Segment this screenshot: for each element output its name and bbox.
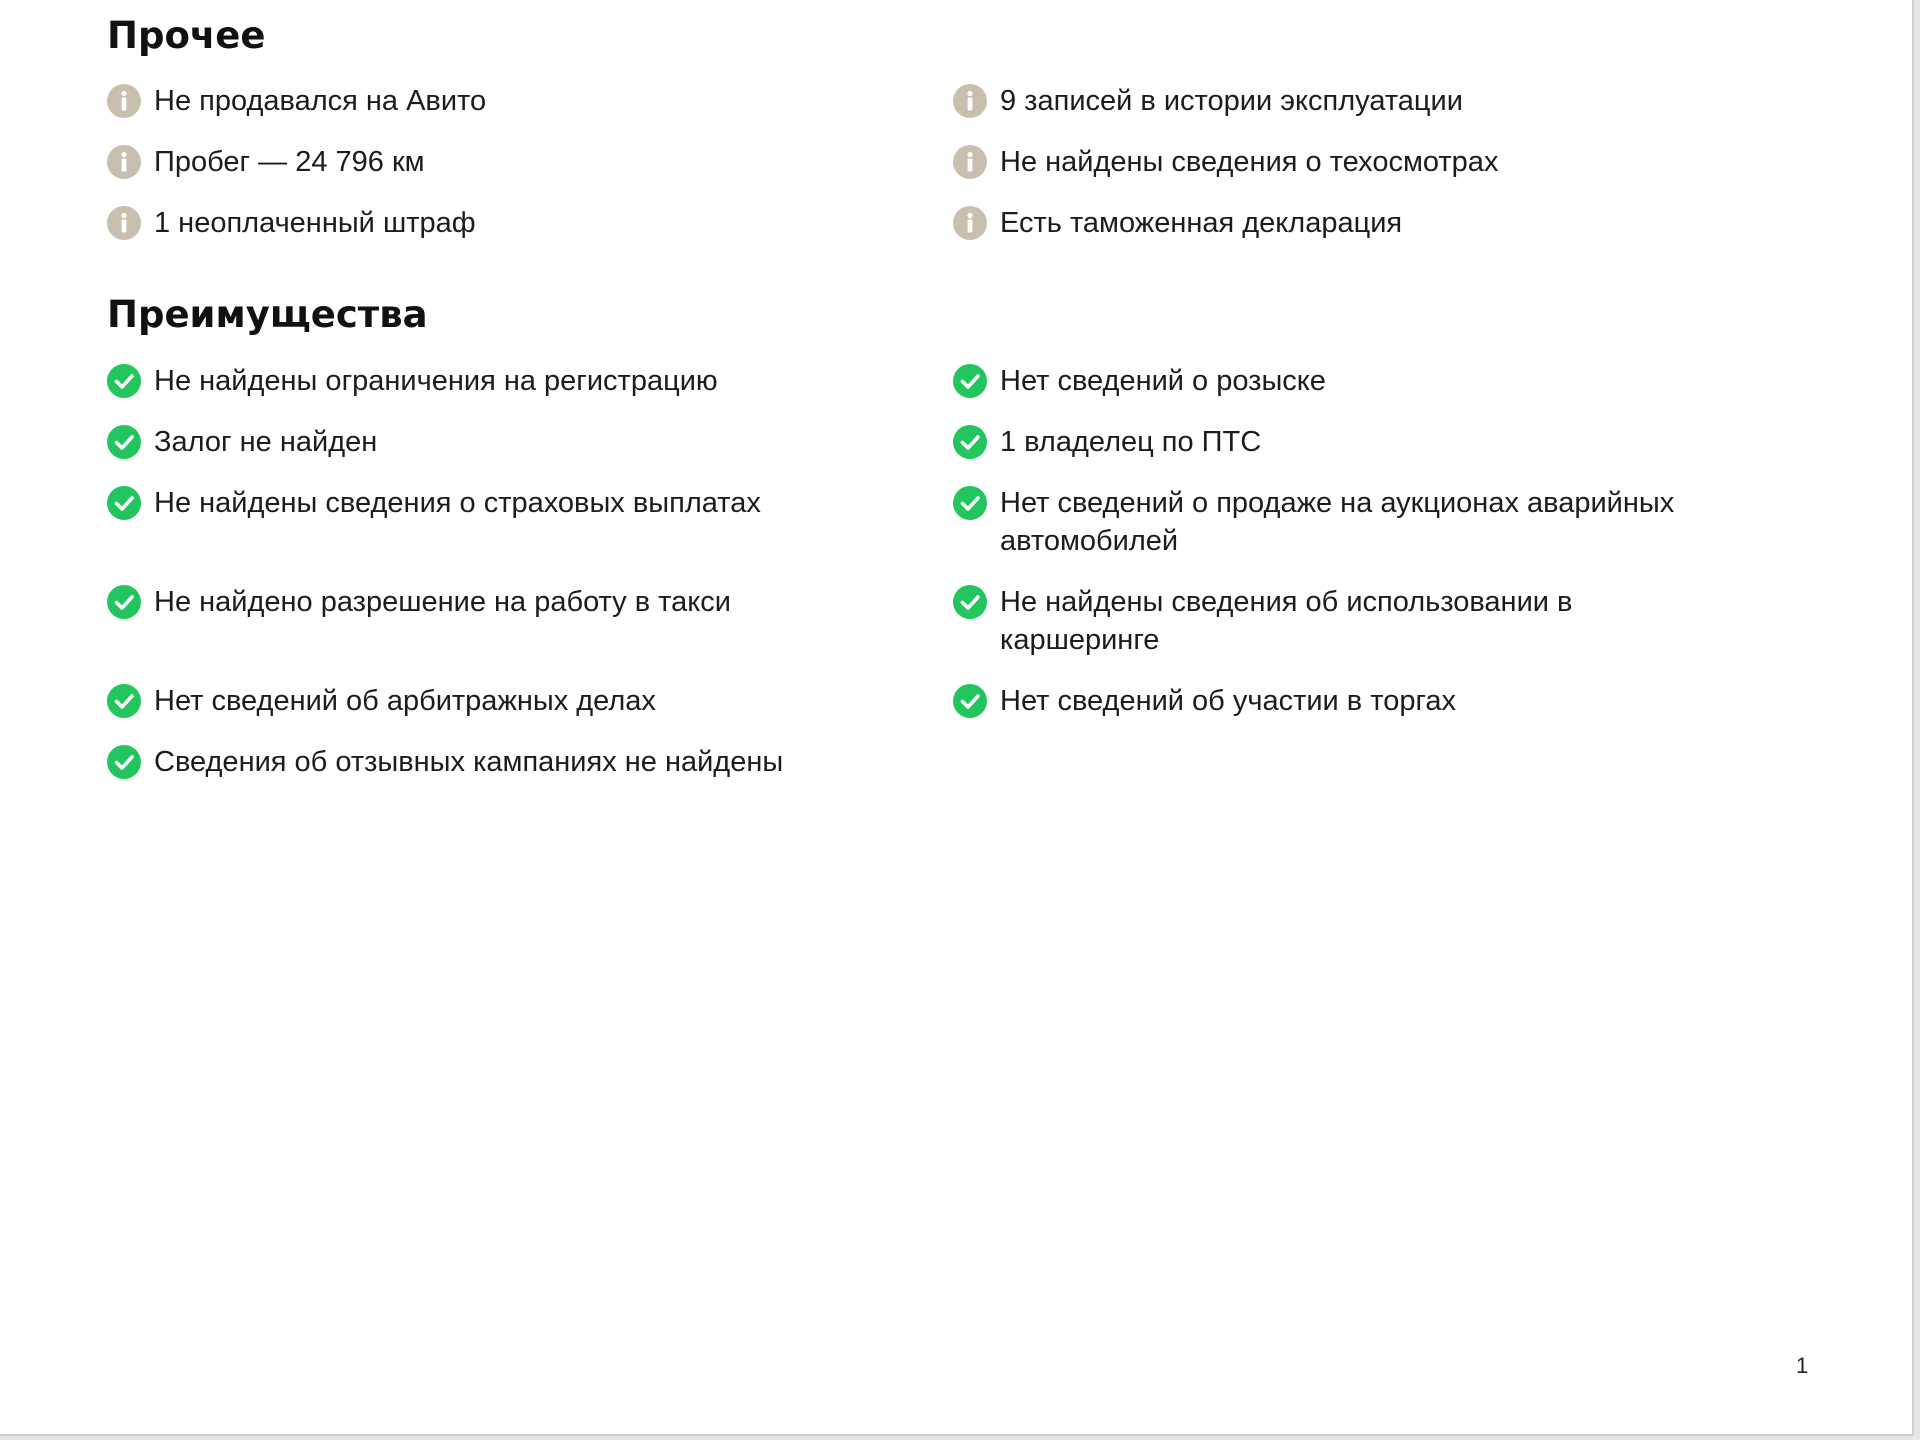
check-circle-icon: [107, 745, 141, 779]
list-item: 1 неоплаченный штраф: [107, 204, 953, 265]
check-circle-icon: [107, 486, 141, 520]
list-item: Нет сведений об участии в торгах: [953, 682, 1773, 743]
check-circle-icon: [953, 364, 987, 398]
list-item: Не найдены сведения о страховых выплатах: [107, 484, 953, 583]
list-item: Нет сведений о розыске: [953, 362, 1773, 423]
list-item: Сведения об отзывных кампаниях не найдены: [107, 743, 953, 804]
check-circle-icon: [953, 585, 987, 619]
list-item: Пробег — 24 796 км: [107, 143, 953, 204]
list-item: Есть таможенная декларация: [953, 204, 1773, 265]
check-circle-icon: [107, 364, 141, 398]
info-icon: [953, 84, 987, 118]
info-icon: [953, 206, 987, 240]
list-item: Не найдено разрешение на работу в такси: [107, 583, 953, 682]
check-circle-icon: [107, 684, 141, 718]
info-icon: [107, 84, 141, 118]
page-number: 1: [1796, 1353, 1809, 1378]
info-icon: [953, 145, 987, 179]
advantages-list: [107, 362, 1807, 804]
list-item: Залог не найден: [107, 423, 953, 484]
list-item: Не продавался на Авито: [107, 82, 953, 143]
list-item: 1 владелец по ПТС: [953, 423, 1773, 484]
list-item: 9 записей в истории эксплуатации: [953, 82, 1773, 143]
section-title-other: Прочее: [107, 14, 266, 57]
list-item: Не найдены сведения о техосмотрах: [953, 143, 1773, 204]
other-list: [107, 82, 1807, 265]
check-circle-icon: [953, 684, 987, 718]
list-item: Нет сведений о продаже на аукционах аварийных автомобилей: [953, 484, 1743, 583]
check-circle-icon: [107, 585, 141, 619]
check-circle-icon: [107, 425, 141, 459]
list-item: Не найдены ограничения на регистрацию: [107, 362, 953, 423]
info-icon: [107, 145, 141, 179]
list-item: Не найдены сведения об использовании в каршеринге: [953, 583, 1633, 682]
check-circle-icon: [953, 486, 987, 520]
check-circle-icon: [953, 425, 987, 459]
info-icon: [107, 206, 141, 240]
list-item: Нет сведений об арбитражных делах: [107, 682, 953, 743]
section-title-advantages: Преимущества: [107, 293, 428, 336]
